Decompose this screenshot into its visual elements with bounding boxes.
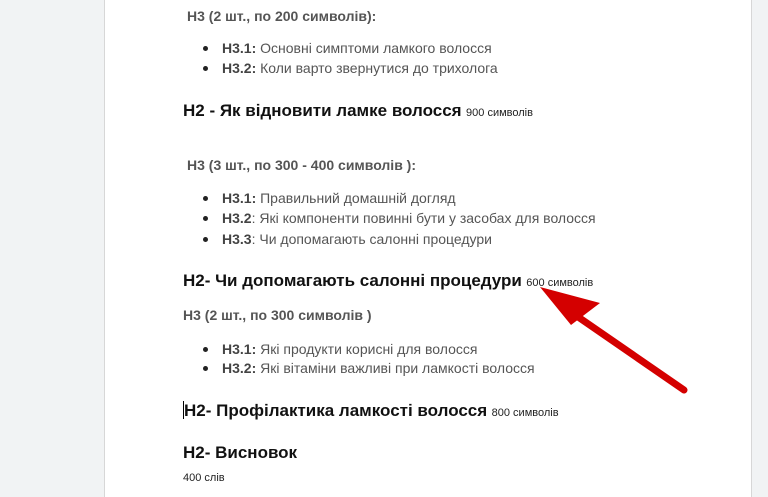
list-item: Н3.1: Основні симптоми ламкого волосся — [203, 40, 492, 56]
final-note: 400 слів — [183, 472, 225, 484]
list-item: Н3.1: Які продукти корисні для волосся — [203, 341, 477, 357]
h2-heading-1: Н2 - Як відновити ламке волосся 900 символів — [183, 101, 533, 120]
h3-spec-3: Н3 (2 шт., по 300 символів ) — [183, 307, 372, 323]
list-item: Н3.2: Які вітаміни важливі при ламкості волосся — [203, 360, 535, 376]
h2-heading-2: Н2- Чи допомагають салонні процедури 600 символів — [183, 271, 594, 290]
list-item: Н3.2: Які компоненти повинні бути у засобах для волосся — [203, 210, 596, 226]
list-item: Н3.3: Чи допомагають салонні процедури — [203, 231, 492, 247]
h3-spec-2: Н3 (3 шт., по 300 - 400 символів ): — [187, 157, 417, 173]
list-item: Н3.1: Правильний домашній догляд — [203, 190, 456, 206]
h2-heading-4: Н2- Висновок — [183, 443, 298, 462]
h2-heading-3: Н2- Профілактика ламкості волосся 800 символів — [184, 401, 559, 420]
h3-spec-1: Н3 (2 шт., по 200 символів): — [187, 8, 377, 24]
list-item: Н3.2: Коли варто звернутися до трихолога — [203, 60, 498, 76]
